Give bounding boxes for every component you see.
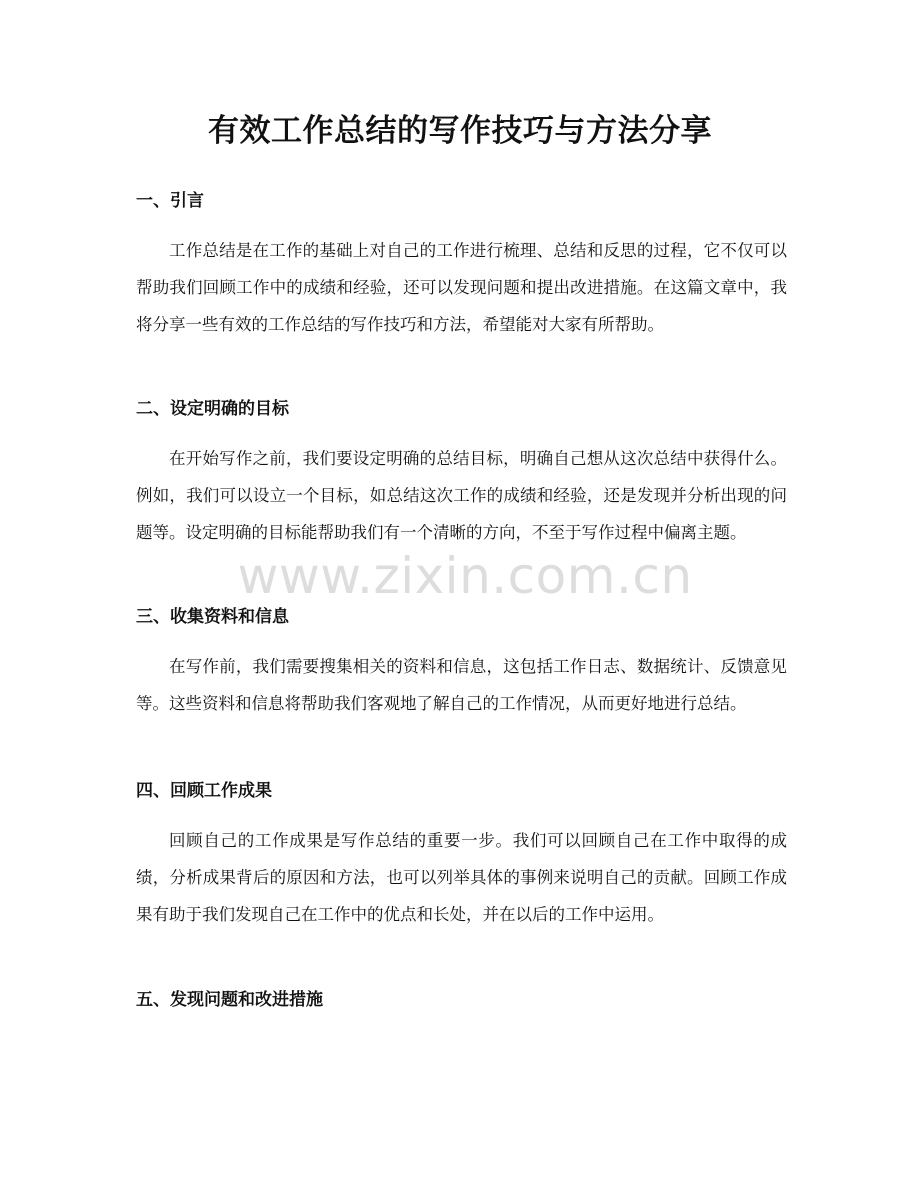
section-paragraph-set-goals: 在开始写作之前，我们要设定明确的总结目标，明确自己想从这次总结中获得什么。例如，我们可以设立一个目标，如总结这次工作的成绩和经验，还是发现并分析出现的问题等。设定明确的目标能帮助我们有一个清晰的方向，不至于写作过程中偏离主题。 xyxy=(136,449,787,542)
section-paragraph-review-results: 回顾自己的工作成果是写作总结的重要一步。我们可以回顾自己在工作中取得的成绩，分析成果背后的原因和方法，也可以列举具体的事例来说明自己的贡献。回顾工作成果有助于我们发现自己在工作中的优点和长处，并在以后的工作中运用。 xyxy=(136,831,787,924)
section-heading-set-goals: 二、设定明确的目标 xyxy=(136,399,289,419)
section-paragraph-collect-info: 在写作前，我们需要搜集相关的资料和信息，这包括工作日志、数据统计、反馈意见等。这些资料和信息将帮助我们客观地了解自己的工作情况，从而更好地进行总结。 xyxy=(136,657,787,713)
section-heading-collect-info: 三、收集资料和信息 xyxy=(136,607,289,627)
document-title: 有效工作总结的写作技巧与方法分享 xyxy=(208,113,712,149)
section-heading-find-problems: 五、发现问题和改进措施 xyxy=(136,990,323,1010)
watermark: www.zixin.com.cn xyxy=(237,547,693,605)
section-heading-review-results: 四、回顾工作成果 xyxy=(136,781,272,801)
section-paragraph-introduction: 工作总结是在工作的基础上对自己的工作进行梳理、总结和反思的过程，它不仅可以帮助我们回顾工作中的成绩和经验，还可以发现问题和提出改进措施。在这篇文章中，我将分享一些有效的工作总结的写作技巧和方法，希望能对大家有所帮助。 xyxy=(136,241,787,334)
section-heading-introduction: 一、引言 xyxy=(136,191,204,211)
